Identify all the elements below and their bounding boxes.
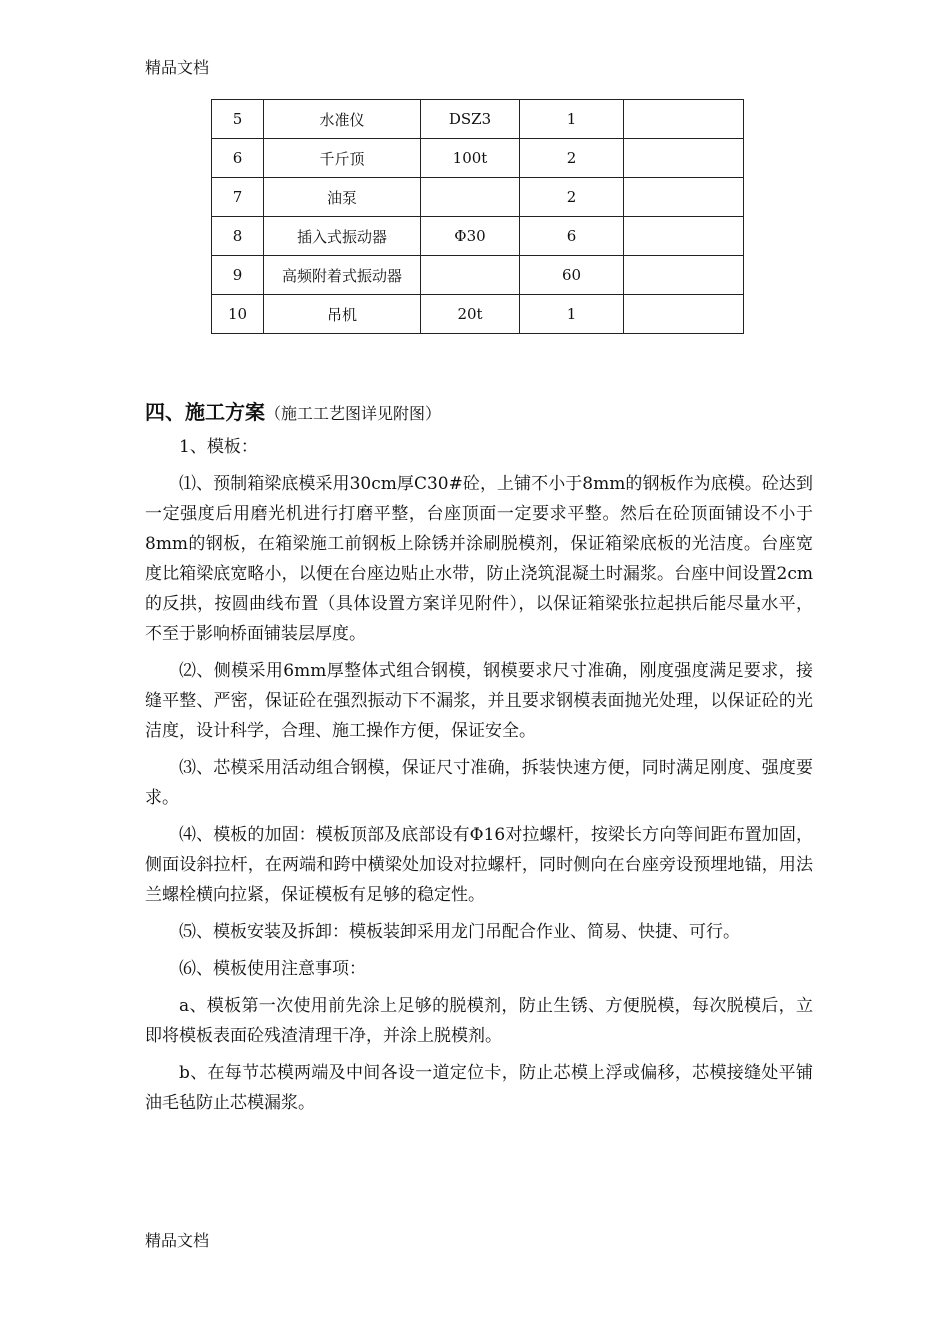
cell-name: 千斤顶 <box>264 139 421 178</box>
cell-note <box>624 139 744 178</box>
cell-spec <box>421 256 520 295</box>
cell-name: 吊机 <box>264 295 421 334</box>
page-header: 精品文档 <box>145 58 210 77</box>
table-row <box>212 217 744 256</box>
paragraph-reinforcement: ⑷、模板的加固：模板顶部及底部设有Φ16对拉螺杆，按梁长方向等间距布置加固，侧面设斜拉杆，在两端和跨中横梁处加设对拉螺杆，同时侧向在台座旁设预埋地锚，用法兰螺栓横向拉紧，保证模板有足够的稳定性。 <box>145 825 813 905</box>
paragraph-installation: ⑸、模板安装及拆卸：模板装卸采用龙门吊配合作业、简易、快捷、可行。 <box>179 922 740 942</box>
cell-no: 6 <box>212 139 264 178</box>
cell-name: 油泵 <box>264 178 421 217</box>
cell-note <box>624 256 744 295</box>
table-row <box>212 295 744 334</box>
cell-name: 高频附着式振动器 <box>264 256 421 295</box>
cell-name: 插入式振动器 <box>264 217 421 256</box>
cell-qty: 2 <box>520 178 624 217</box>
table-row <box>212 178 744 217</box>
body-text <box>145 432 813 1125</box>
cell-no: 7 <box>212 178 264 217</box>
section-heading: 四、施工方案 <box>145 400 265 424</box>
paragraph-precautions: ⑹、模板使用注意事项： <box>179 959 366 979</box>
cell-spec: Φ30 <box>421 217 520 256</box>
cell-qty: 1 <box>520 295 624 334</box>
paragraph-formwork-heading: 1、模板： <box>179 437 258 457</box>
paragraph-core-mold: ⑶、芯模采用活动组合钢模，保证尺寸准确，拆装快速方便，同时满足刚度、强度要求。 <box>145 758 813 808</box>
cell-no: 8 <box>212 217 264 256</box>
equipment-table-body <box>212 100 744 334</box>
cell-spec: DSZ3 <box>421 100 520 139</box>
cell-spec <box>421 178 520 217</box>
paragraph-bottom-mold: ⑴、预制箱梁底模采用30cm厚C30#砼，上铺不小于8mm的钢板作为底模。砼达到一定强度后用磨光机进行打磨平整，台座顶面一定要求平整。然后在砼顶面铺设不小于8mm的钢板，在箱梁施工前钢板上除锈并涂刷脱模剂，保证箱梁底板的光洁度。台座宽度比箱梁底宽略小，以便在台座边贴止水带，防止浇筑混凝土时漏浆。台座中间设置2cm的反拱，按圆曲线布置（具体设置方案详见附件），以保证箱梁张拉起拱后能尽量水平，不至于影响桥面铺装层厚度。 <box>145 474 813 644</box>
table-row <box>212 139 744 178</box>
cell-note <box>624 295 744 334</box>
cell-spec: 20t <box>421 295 520 334</box>
cell-note <box>624 100 744 139</box>
paragraph-item-a: a、模板第一次使用前先涂上足够的脱模剂，防止生锈、方便脱模，每次脱模后，立即将模板表面砼残渣清理干净，并涂上脱模剂。 <box>145 996 813 1046</box>
table-row <box>212 256 744 295</box>
paragraph-side-mold: ⑵、侧模采用6mm厚整体式组合钢模，钢模要求尺寸准确，刚度强度满足要求，接缝平整、严密，保证砼在强烈振动下不漏浆，并且要求钢模表面抛光处理，以保证砼的光洁度，设计科学，合理、施工操作方便，保证安全。 <box>145 661 813 741</box>
page-footer: 精品文档 <box>145 1231 210 1250</box>
cell-qty: 1 <box>520 100 624 139</box>
cell-qty: 6 <box>520 217 624 256</box>
cell-qty: 60 <box>520 256 624 295</box>
section-note: （施工工艺图详见附图） <box>265 404 442 423</box>
cell-note <box>624 217 744 256</box>
cell-no: 9 <box>212 256 264 295</box>
equipment-table <box>211 99 744 334</box>
section-title <box>145 396 441 425</box>
cell-name: 水准仪 <box>264 100 421 139</box>
table-row <box>212 100 744 139</box>
cell-note <box>624 178 744 217</box>
cell-spec: 100t <box>421 139 520 178</box>
paragraph-item-b: b、在每节芯模两端及中间各设一道定位卡，防止芯模上浮或偏移，芯模接缝处平铺油毛毡防止芯模漏浆。 <box>145 1063 813 1113</box>
cell-no: 5 <box>212 100 264 139</box>
cell-no: 10 <box>212 295 264 334</box>
cell-qty: 2 <box>520 139 624 178</box>
